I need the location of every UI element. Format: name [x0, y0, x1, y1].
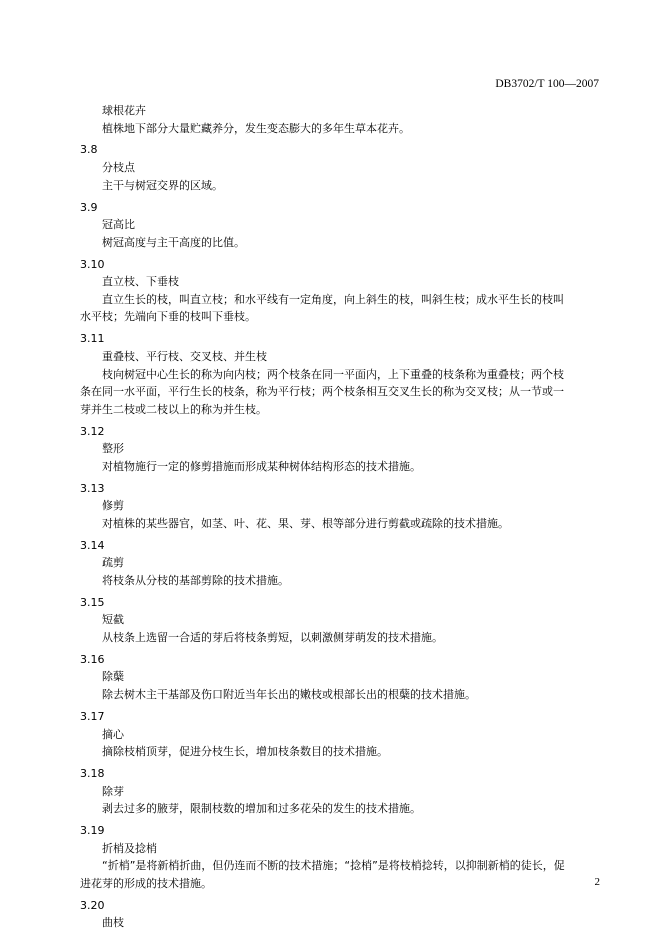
term-number: 3.11: [80, 332, 105, 346]
term-definition: 对植物施行一定的修剪措施而形成某种树体结构形态的技术措施。: [102, 459, 421, 473]
term-title: 摘心: [102, 727, 124, 741]
term-title: 疏剪: [102, 556, 124, 570]
term-number: 3.17: [80, 709, 105, 723]
term-number: 3.14: [80, 538, 105, 552]
term-number: 3.20: [80, 898, 105, 912]
term-definition: 将枝条从分枝的基部剪除的技术措施。: [102, 573, 289, 587]
term-number: 3.15: [80, 595, 105, 609]
term-definition: 枝向树冠中心生长的称为向内枝；两个枝条在同一平面内，上下重叠的枝条称为重叠枝；两个枝: [102, 367, 564, 381]
term-title: 修剪: [102, 499, 124, 513]
term-definition: 主干与树冠交界的区域。: [102, 178, 223, 192]
term-title: 曲枝: [102, 916, 124, 930]
term-definition: 剥去过多的腋芽，限制枝数的增加和过多花朵的发生的技术措施。: [102, 802, 421, 816]
term-definition-cont: 水平枝；先端向下垂的枝叫下垂枝。: [80, 310, 256, 324]
term-title: 除蘖: [102, 670, 124, 684]
term-definition: 摘除枝梢顶芽，促进分枝生长，增加枝条数目的技术措施。: [102, 745, 388, 759]
term-definition-cont: 进花芽的形成的技术措施。: [80, 876, 212, 890]
term-definition: 植株地下部分大量贮藏养分，发生变态膨大的多年生草本花卉。: [102, 121, 410, 135]
term-number: 3.13: [80, 481, 105, 495]
term-definition: 树冠高度与主干高度的比值。: [102, 235, 245, 249]
term-number: 3.19: [80, 824, 105, 838]
term-title: 短截: [102, 613, 124, 627]
terms-list: [80, 102, 600, 932]
term-definition: 对植株的某些器官，如茎、叶、花、果、芽、根等部分进行剪截或疏除的技术措施。: [102, 516, 509, 530]
page-number: 2: [594, 876, 600, 888]
term-definition-cont: 条在同一水平面，平行生长的枝条，称为平行枝；两个枝条相互交叉生长的称为交叉枝；从一节或一: [80, 385, 564, 399]
document-code: DB3702/T 100—2007: [495, 78, 599, 90]
term-definition: 除去树木主干基部及伤口附近当年长出的嫩枝或根部长出的根蘖的技术措施。: [102, 688, 476, 702]
term-number: 3.12: [80, 424, 105, 438]
term-title: 重叠枝、平行枝、交叉枝、并生枝: [102, 349, 267, 363]
term-number: 3.16: [80, 652, 105, 666]
term-definition: 直立生长的枝，叫直立枝；和水平线有一定角度，向上斜生的枝，叫斜生枝；成水平生长的枝叫: [102, 292, 564, 306]
term-number: 3.10: [80, 257, 105, 271]
term-number: 3.18: [80, 767, 105, 781]
term-definition: “折梢”是将新梢折曲，但仍连而不断的技术措施；“捻梢”是将枝梢捻转，以抑制新梢的徒长，促: [102, 859, 565, 873]
term-title: 球根花卉: [102, 104, 146, 117]
term-definition: 从枝条上选留一合适的芽后将枝条剪短，以刺激侧芽萌发的技术措施。: [102, 631, 443, 644]
term-title: 分枝点: [102, 161, 135, 175]
term-title: 折梢及捻梢: [102, 841, 157, 855]
term-title: 冠高比: [102, 218, 135, 232]
term-title: 除芽: [102, 784, 124, 798]
term-title: 直立枝、下垂枝: [102, 275, 179, 289]
term-title: 整形: [102, 442, 124, 456]
term-number: 3.9: [80, 200, 98, 214]
term-number: 3.8: [80, 143, 98, 157]
term-definition-cont: 芽并生二枝或二枝以上的称为并生枝。: [80, 402, 267, 416]
